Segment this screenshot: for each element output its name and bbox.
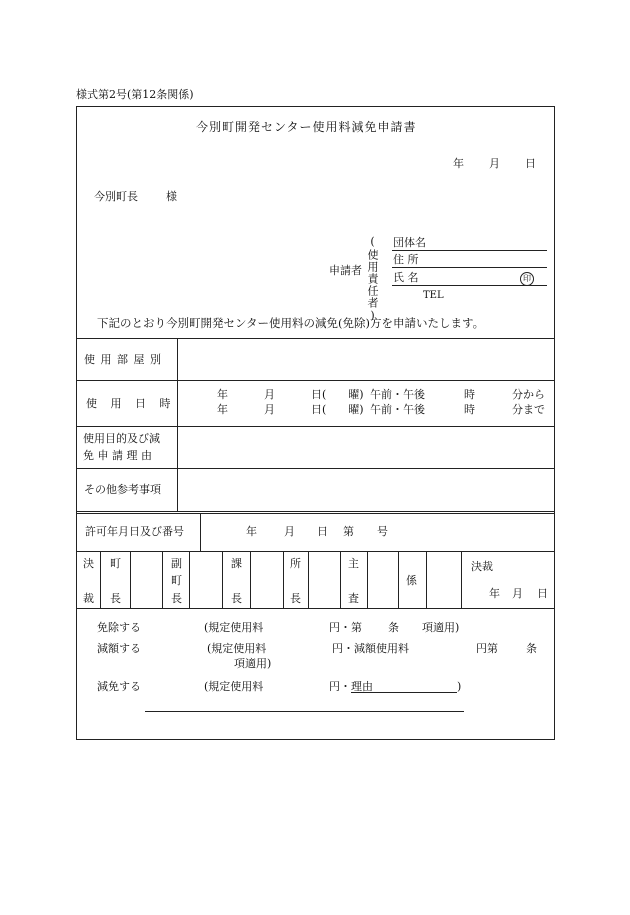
applicant-name-field[interactable]	[392, 285, 547, 286]
form-title: 今別町開発センター使用料減免申請書	[196, 120, 417, 134]
room-field[interactable]	[178, 339, 554, 379]
cho-char-1: 町	[110, 557, 121, 570]
address-field[interactable]	[392, 267, 547, 268]
approval-divider	[461, 551, 462, 608]
approval-divider	[283, 551, 284, 608]
exempt-label: 免除する	[97, 621, 141, 634]
kacho-char-2: 長	[231, 592, 242, 605]
reduce-detail-5: 条	[526, 642, 537, 655]
start-ampm-label: 午前・午後	[370, 388, 425, 401]
permit-dai-label: 第	[343, 525, 354, 538]
addressee-name: 今別町長	[94, 190, 138, 203]
waive-label: 減免する	[97, 680, 141, 693]
reduce-detail-4: 円第	[476, 642, 498, 655]
applicant-label: 申請者	[329, 264, 362, 277]
applicant-name-label: 氏 名	[393, 271, 419, 284]
end-ampm-label: 午前・午後	[370, 403, 425, 416]
exempt-detail-2: 円・第	[329, 621, 362, 634]
shocho-char-1: 所	[290, 557, 301, 570]
permit-year-label: 年	[246, 525, 257, 538]
start-from-label: 分から	[512, 388, 545, 401]
signature-line[interactable]	[145, 711, 464, 712]
room-label: 使 用 部 屋 別	[84, 353, 162, 366]
end-to-label: 分まで	[512, 403, 545, 416]
end-hour-label: 時	[464, 403, 475, 416]
kacho-stamp-box[interactable]	[251, 552, 282, 607]
fukucho-char-3: 長	[171, 592, 182, 605]
seal-mark: 印	[520, 272, 534, 286]
form-number: 様式第2号(第12条関係)	[76, 88, 194, 101]
row-divider	[76, 511, 555, 512]
purpose-field[interactable]	[178, 427, 554, 467]
kessai-month-label: 月	[512, 587, 523, 600]
end-year-label: 年	[217, 403, 228, 416]
permit-column-divider	[200, 513, 201, 551]
shusa-stamp-box[interactable]	[368, 552, 397, 607]
exempt-detail-1: (規定使用料	[204, 621, 264, 634]
waive-detail-2: 円・	[329, 680, 351, 693]
addressee-honorific: 様	[166, 190, 177, 203]
kessai-char-1: 決	[83, 557, 94, 570]
group-name-field[interactable]	[392, 250, 547, 251]
waive-detail-1: (規定使用料	[204, 680, 264, 693]
approval-divider	[222, 551, 223, 608]
reduce-label: 減額する	[97, 642, 141, 655]
request-statement: 下記のとおり今別町開発センター使用料の減免(免除)方を申請いたします。	[97, 316, 485, 330]
shocho-char-2: 長	[290, 592, 301, 605]
permit-gou-label: 号	[377, 525, 388, 538]
permit-month-label: 月	[284, 525, 295, 538]
reduce-detail-3: 円・減額使用料	[332, 642, 409, 655]
tel-label: TEL	[423, 290, 444, 301]
reason-underline[interactable]	[351, 692, 457, 693]
start-year-label: 年	[217, 388, 228, 401]
shusa-char-2: 査	[348, 592, 359, 605]
kacho-char-1: 課	[231, 557, 242, 570]
row-divider-double	[76, 513, 555, 514]
purpose-label-line1: 使用目的及び減	[83, 432, 160, 445]
notes-label: その他参考事項	[84, 483, 161, 496]
notes-field[interactable]	[178, 469, 554, 510]
approval-divider	[162, 551, 163, 608]
fukucho-stamp-box[interactable]	[190, 552, 221, 607]
start-month-label: 月	[264, 388, 275, 401]
reduce-detail-1: (規定使用料	[207, 642, 267, 655]
group-name-label: 団体名	[393, 236, 426, 249]
end-month-label: 月	[264, 403, 275, 416]
date-year-label: 年	[453, 157, 464, 170]
kakari-label: 係	[406, 574, 417, 587]
start-day-label: 日( 曜)	[311, 388, 364, 401]
kessai-char-2: 裁	[83, 592, 94, 605]
kessai-year-label: 年	[489, 587, 500, 600]
exempt-detail-4: 項適用)	[422, 621, 460, 634]
date-day-label: 日	[525, 157, 536, 170]
waive-detail-4: )	[457, 680, 462, 693]
waive-detail-3: 理由	[351, 680, 373, 693]
reduce-detail-2: 項適用)	[234, 657, 272, 670]
cho-stamp-box[interactable]	[131, 552, 161, 607]
approval-divider	[100, 551, 101, 608]
permit-day-label: 日	[317, 525, 328, 538]
start-hour-label: 時	[464, 388, 475, 401]
exempt-detail-3: 条	[388, 621, 399, 634]
end-day-label: 日( 曜)	[311, 403, 364, 416]
approval-divider	[340, 551, 341, 608]
shocho-stamp-box[interactable]	[309, 552, 339, 607]
kakari-stamp-box[interactable]	[427, 552, 460, 607]
datetime-label: 使 用 日 時	[86, 397, 176, 410]
kessai-day-label: 日	[537, 587, 548, 600]
date-month-label: 月	[489, 157, 500, 170]
approval-divider	[398, 551, 399, 608]
kessai-label: 決裁	[471, 560, 493, 573]
purpose-label-line2: 免 申 請 理 由	[83, 449, 152, 462]
fukucho-char-2: 町	[171, 574, 182, 587]
address-label: 住 所	[393, 253, 419, 266]
cho-char-2: 長	[110, 592, 121, 605]
applicant-responsible-label: (使用責任者)	[366, 235, 379, 323]
row-divider	[76, 380, 555, 381]
fukucho-char-1: 副	[171, 557, 182, 570]
shusa-char-1: 主	[348, 557, 359, 570]
row-divider	[76, 608, 555, 609]
permit-label: 許可年月日及び番号	[85, 525, 184, 538]
